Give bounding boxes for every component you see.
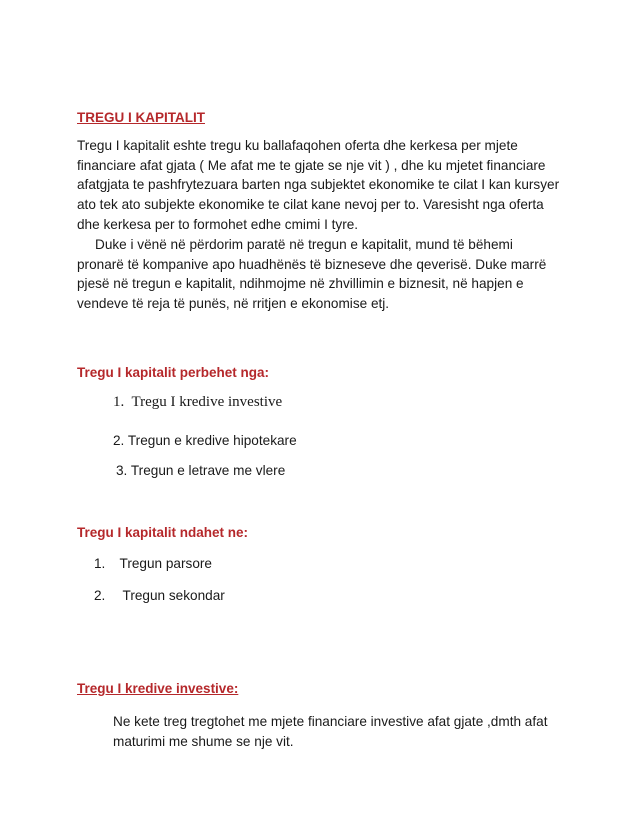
second-line: pronarë të kompanive apo huadhënës të bizneseve dhe qeverisë. Duke marrë — [77, 256, 547, 272]
division-heading: Tregu I kapitalit ndahet ne: — [77, 525, 249, 540]
intro-line: dhe kerkesa per to formohet edhe cmimi I tyre. — [77, 216, 359, 232]
list-item — [113, 394, 282, 411]
list-text: Tregun e letrave me vlere — [130, 463, 286, 478]
list-number: 3. — [116, 463, 128, 478]
second-paragraph — [77, 235, 572, 314]
intro-line: Tregu I kapitalit eshte tregu ku ballafaqohen oferta dhe kerkesa per mjete — [77, 138, 518, 153]
list-text: Tregun parsore — [119, 556, 212, 571]
second-line: vendeve të reja të punës, në rritjen e ekonomise etj. — [77, 296, 390, 312]
list-text: Tregun e kredive hipotekare — [127, 433, 297, 448]
investive-line: maturimi me shume se nje vit. — [113, 734, 294, 749]
investive-line: Ne kete treg tregtohet me mjete financiare investive afat gjate ,dmth afat — [113, 714, 548, 729]
list-number: 2. — [113, 433, 125, 448]
composition-heading: Tregu I kapitalit perbehet nga: — [77, 365, 270, 380]
list-item — [113, 433, 297, 448]
list-item — [116, 463, 285, 478]
investive-heading: Tregu I kredive investive: — [77, 681, 239, 696]
list-number: 1. — [113, 394, 125, 410]
list-item — [94, 556, 212, 571]
page-title: TREGU I KAPITALIT — [77, 110, 205, 125]
intro-line: ato tek ato subjekte ekonomike te cilat kane nevoj per to. Varesisht nga oferta — [77, 197, 544, 213]
second-line: pjesë në tregun e kapitalit, ndihmojme në zhvillimin e biznesit, në hapjen e — [77, 276, 524, 292]
intro-line: financiare afat gjata ( Me afat me te gjate se nje vit ) , dhe ku mjetet financiare — [77, 157, 546, 173]
list-number: 1. — [94, 556, 106, 571]
list-item — [94, 588, 225, 603]
list-number: 2. — [94, 588, 106, 603]
second-line: Duke i vënë në përdorim paratë në tregun e kapitalit, mund të bëhemi — [95, 237, 513, 252]
intro-line: afatgjata te pashfrytezuara barten nga subjektet ekonomike te cilat I kan kursyer — [77, 177, 560, 193]
intro-paragraph — [77, 136, 572, 235]
list-text: Tregu I kredive investive — [131, 394, 283, 410]
list-text: Tregun sekondar — [122, 588, 225, 603]
investive-paragraph — [113, 712, 573, 752]
